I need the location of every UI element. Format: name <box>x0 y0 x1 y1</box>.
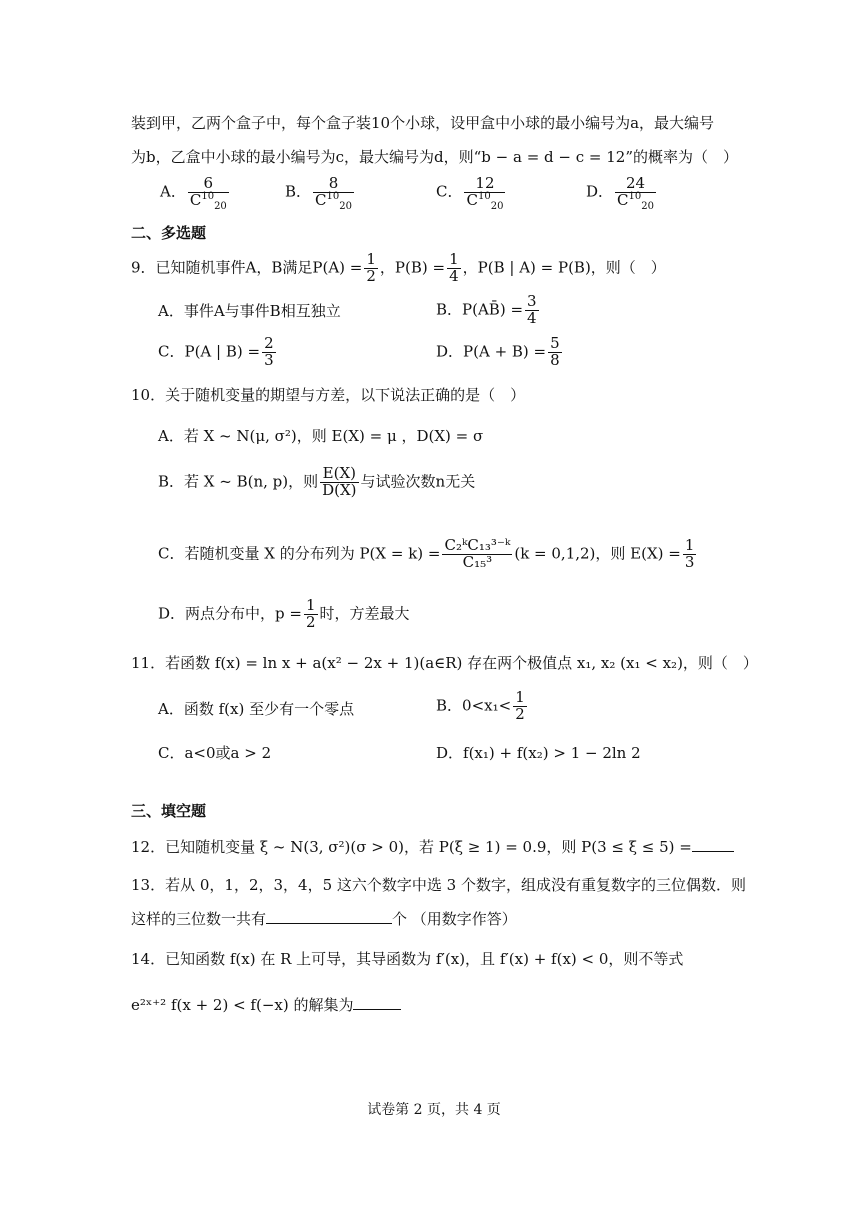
option-fraction: $\frac{12}{C^{10}_{20}}$ <box>466 174 504 212</box>
q8-option-d <box>586 174 658 212</box>
q10-option-b: B．若 X ~ B(n, p)，则 $\frac{E(X)}{D(X)}$ 与试验次数n无关 <box>158 464 476 499</box>
option-label: C． <box>436 182 463 201</box>
option-label: B． <box>285 182 312 201</box>
answer-blank[interactable] <box>692 851 734 852</box>
question-8-line-2: 为b，乙盒中小球的最小编号为c，最大编号为d，则“b − a = d − c = 12”的概率为（ ） <box>131 148 738 166</box>
option-fraction: $\frac{6}{C^{10}_{20}}$ <box>189 174 227 212</box>
option-label: A． <box>160 182 186 201</box>
question-14-line-2: e²ˣ⁺² f(x + 2) < f(−x) 的解集为 <box>131 994 401 1016</box>
q9-option-d: D．P(A + B) = $\frac{5}{8}$ <box>436 334 560 369</box>
section-heading-fill-in: 三、填空题 <box>131 802 207 820</box>
q11-option-c: C．a<0或a > 2 <box>158 744 272 762</box>
option-label: D． <box>586 182 614 201</box>
q8-option-b <box>285 174 356 212</box>
page-footer: 试卷第 2 页，共 4 页 <box>367 1102 501 1118</box>
option-fraction: $\frac{24}{C^{10}_{20}}$ <box>617 174 654 212</box>
question-13-line-2: 这样的三位数一共有 个 （用数字作答） <box>131 910 517 928</box>
q10-option-c: C．若随机变量 X 的分布列为 P(X = k) = $\frac{\text{C₂ᵏC₁₃³⁻ᵏ}}{\text{C₁₅³}}$ (k = 0,1,2)，则 E(X) = $\frac{1}{3}$ <box>158 536 695 571</box>
question-9-stem: 9．已知随机事件A，B满足P(A) = $\frac{1}{2}$ ，P(B) = $\frac{1}{4}$ ，P(B | A) = P(B)，则（ ） <box>131 250 666 285</box>
option-fraction: $\frac{8}{C^{10}_{20}}$ <box>315 174 352 212</box>
q8-option-a <box>160 174 231 212</box>
question-8-line-1: 装到甲，乙两个盒子中，每个盒子装10个小球，设甲盒中小球的最小编号为a，最大编号 <box>131 114 715 132</box>
answer-blank[interactable] <box>353 1009 401 1010</box>
q10-option-d: D．两点分布中，p = $\frac{1}{2}$ 时，方差最大 <box>158 596 410 631</box>
q9-option-c: C．P(A | B) = $\frac{2}{3}$ <box>158 334 274 369</box>
q9-option-a: A．事件A与事件B相互独立 <box>158 302 341 320</box>
q8-option-c <box>436 174 507 212</box>
question-12: 12．已知随机变量 ξ ~ N(3, σ²)(σ > 0)，若 P(ξ ≥ 1) = 0.9，则 P(3 ≤ ξ ≤ 5) = <box>131 836 734 858</box>
answer-blank[interactable] <box>266 923 392 924</box>
q11-option-d: D．f(x₁) + f(x₂) > 1 − 2ln 2 <box>436 744 641 762</box>
question-10-stem: 10．关于随机变量的期望与方差，以下说法正确的是（ ） <box>131 386 526 404</box>
q10-option-a: A．若 X ~ N(μ, σ²)，则 E(X) = μ ，D(X) = σ <box>158 427 484 445</box>
q11-option-a: A．函数 f(x) 至少有一个零点 <box>158 700 355 718</box>
section-heading-multiple-choice: 二、多选题 <box>131 224 207 242</box>
question-13-line-1: 13．若从 0，1，2，3，4，5 这六个数字中选 3 个数字，组成没有重复数字的三位偶数．则 <box>131 876 746 894</box>
q9-option-b: B．P(AB̄) = $\frac{3}{4}$ <box>436 292 537 327</box>
question-14-line-1: 14．已知函数 f(x) 在 R 上可导，其导函数为 f′(x)，且 f′(x) + f(x) < 0，则不等式 <box>131 950 684 968</box>
question-11-stem: 11．若函数 f(x) = ln x + a(x² − 2x + 1)(a∈R) 存在两个极值点 x₁, x₂ (x₁ < x₂)，则（ ） <box>131 654 758 672</box>
q11-option-b: B．0<x₁< $\frac{1}{2}$ <box>436 688 525 723</box>
